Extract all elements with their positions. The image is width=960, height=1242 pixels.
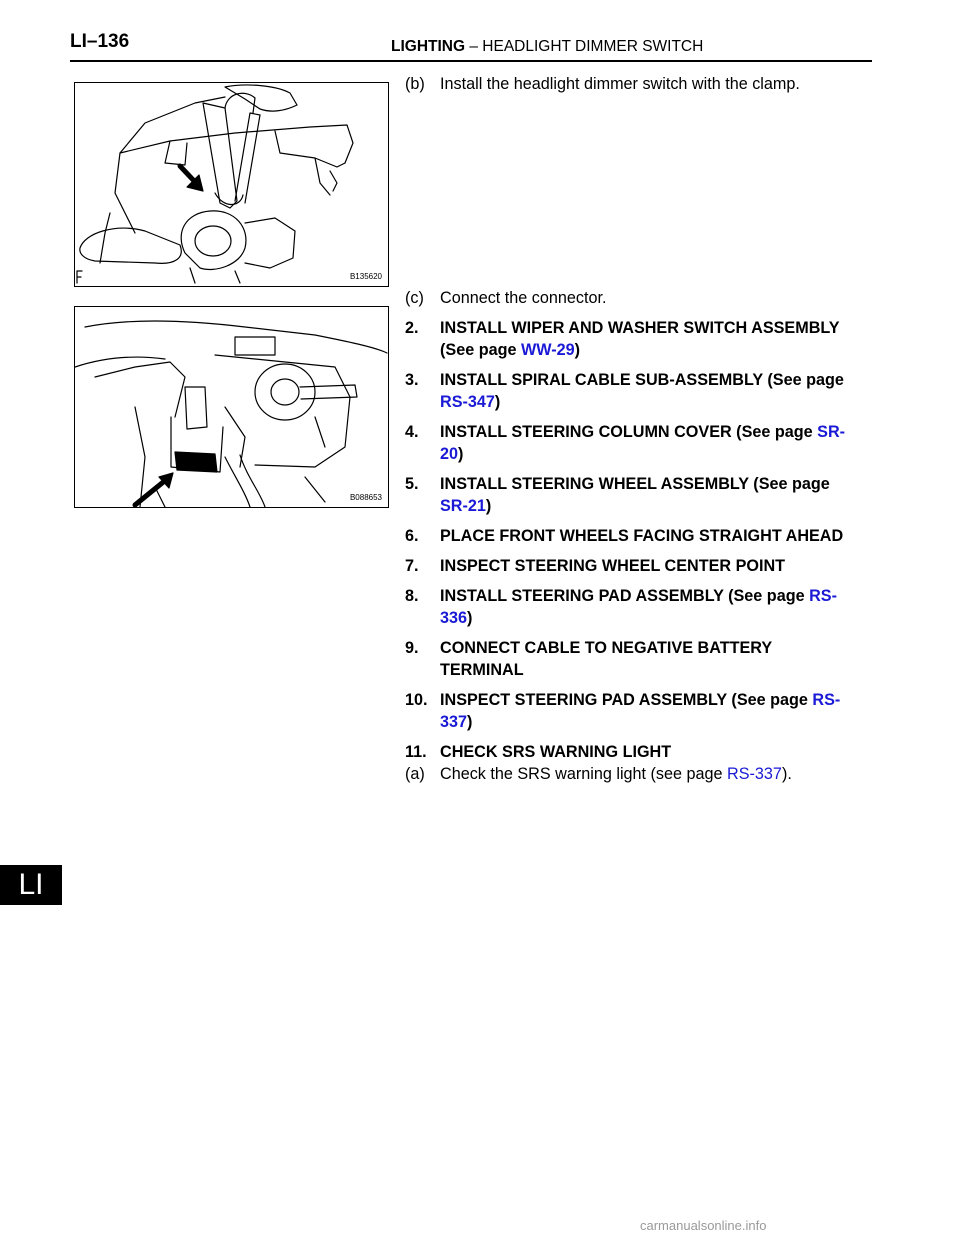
step-text-cont: (See page	[440, 341, 521, 359]
section-name: LIGHTING	[391, 38, 466, 55]
step-9	[405, 637, 875, 681]
step-text-close: )	[574, 341, 581, 359]
step-8	[405, 585, 875, 629]
substep-text-close: ).	[781, 765, 792, 783]
connector-illustration	[75, 307, 388, 507]
step-text: INSTALL WIPER AND WASHER SWITCH ASSEMBLY	[440, 319, 840, 337]
step-text: INSTALL STEERING COLUMN COVER (See page	[440, 423, 818, 441]
step-text: INSTALL STEERING WHEEL ASSEMBLY (See page	[440, 475, 830, 493]
step-7	[405, 555, 875, 577]
step-4	[405, 421, 875, 465]
header-separator: –	[465, 38, 483, 55]
step-text: INSTALL SPIRAL CABLE SUB-ASSEMBLY (See page	[440, 371, 844, 389]
step-6	[405, 525, 875, 547]
figure-connect-connector	[74, 306, 389, 508]
substep-text: Check the SRS warning light (see page	[440, 765, 728, 783]
step-text-close: )	[467, 609, 473, 627]
step-number: 8.	[405, 587, 419, 605]
step-11	[405, 741, 875, 763]
step-text: INSTALL STEERING PAD ASSEMBLY (See page	[440, 587, 810, 605]
step-number: 2.	[405, 319, 419, 337]
page-link-sr-20[interactable]: SR-	[817, 423, 846, 441]
dimmer-switch-illustration	[75, 83, 388, 286]
step-text-close: )	[458, 445, 464, 463]
figure-code: B135620	[349, 272, 382, 281]
substep-label: (a)	[405, 765, 425, 783]
figure-install-dimmer-switch	[74, 82, 389, 287]
substep-b	[405, 73, 875, 95]
substep-label: (c)	[405, 289, 424, 307]
step-text: CHECK SRS WARNING LIGHT	[440, 743, 672, 761]
step-number: 9.	[405, 639, 419, 657]
step-text-close: )	[494, 393, 501, 411]
substep-text: Connect the connector.	[440, 289, 607, 307]
page-link-rs-337-cont[interactable]: 337	[440, 713, 468, 731]
step-2	[405, 317, 875, 361]
page-number: LI–136	[70, 31, 130, 52]
header-title	[391, 38, 703, 56]
procedure-content	[405, 70, 875, 785]
step-text: INSPECT STEERING WHEEL CENTER POINT	[440, 557, 786, 575]
step-text: CONNECT CABLE TO NEGATIVE BATTERY	[440, 639, 773, 657]
page-link-ww-29[interactable]: WW-29	[520, 341, 575, 359]
step-text-close: )	[485, 497, 492, 515]
page-link-rs-336[interactable]: RS-	[809, 587, 837, 605]
watermark: carmanualsonline.info	[640, 1218, 767, 1233]
step-number: 7.	[405, 557, 419, 575]
step-3	[405, 369, 875, 413]
substep-label: (b)	[405, 75, 425, 93]
step-text-close: )	[467, 713, 473, 731]
step-10	[405, 689, 875, 733]
page-link-rs-347[interactable]: RS-347	[440, 393, 495, 411]
page-link-rs-337[interactable]: RS-	[812, 691, 841, 709]
step-text: PLACE FRONT WHEELS FACING STRAIGHT AHEAD	[440, 527, 844, 545]
substep-c	[405, 287, 875, 309]
substep-text: Install the headlight dimmer switch with the clamp.	[440, 75, 800, 93]
figure-code: B088653	[349, 493, 382, 502]
step-number: 4.	[405, 423, 419, 441]
step-number: 10.	[405, 691, 428, 709]
step-text: INSPECT STEERING PAD ASSEMBLY (See page	[440, 691, 813, 709]
step-number: 11.	[405, 743, 427, 761]
page-link-rs-337-srs[interactable]: RS-337	[727, 765, 782, 783]
step-number: 5.	[405, 475, 419, 493]
header-rule	[70, 60, 872, 62]
step-number: 6.	[405, 527, 419, 545]
page-link-sr-20-cont[interactable]: 20	[440, 445, 459, 463]
step-text-cont: TERMINAL	[440, 661, 524, 679]
page-link-sr-21[interactable]: SR-21	[440, 497, 486, 515]
substep-a	[405, 763, 875, 785]
section-side-tab: LI	[0, 865, 62, 905]
section-subtitle: HEADLIGHT DIMMER SWITCH	[482, 38, 704, 55]
step-5	[405, 473, 875, 517]
page-link-rs-336-cont[interactable]: 336	[440, 609, 468, 627]
step-number: 3.	[405, 371, 419, 389]
